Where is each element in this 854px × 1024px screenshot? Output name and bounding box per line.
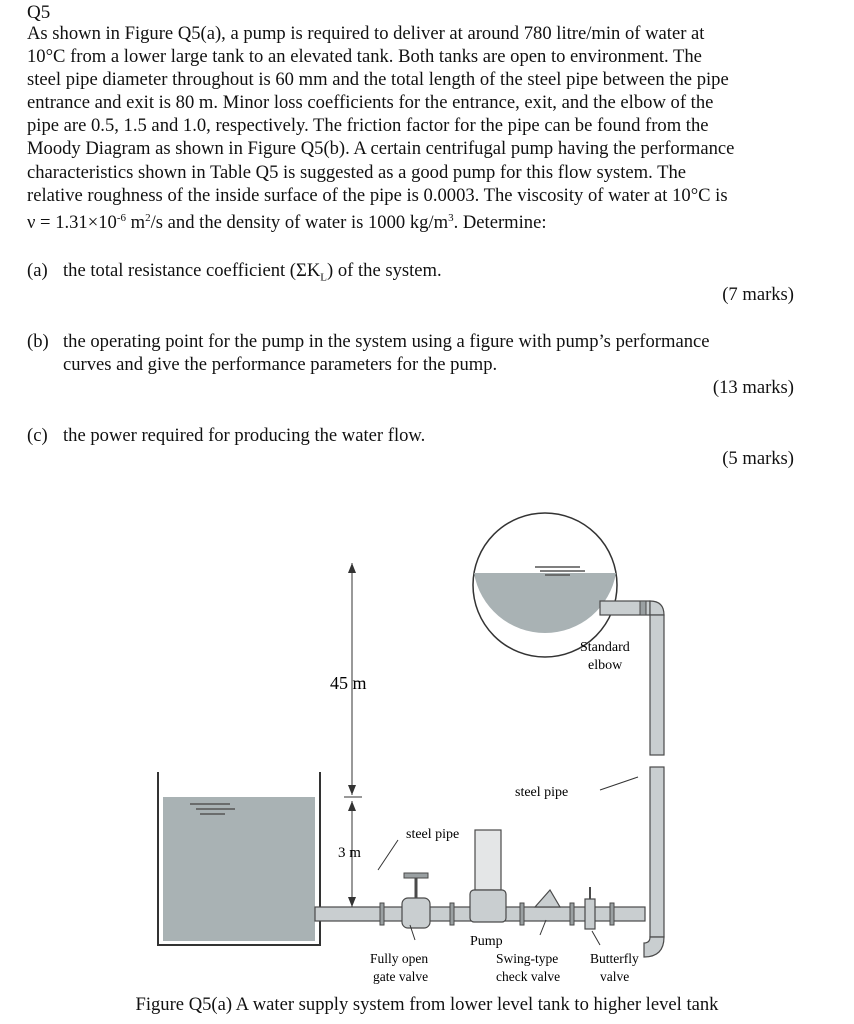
question-line-last (27, 207, 795, 234)
label-check-valve-1: Swing-type (496, 951, 559, 966)
figure-caption: Figure Q5(a) A water supply system from lower level tank to higher level tank (135, 994, 719, 1015)
part-c-marks: (5 marks) (722, 448, 794, 469)
part-label: (a) (27, 260, 48, 281)
part-label: (b) (27, 331, 49, 352)
figure-q5a (130, 505, 830, 995)
label-steel-pipe-right: steel pipe (515, 785, 569, 800)
question-number: Q5 (27, 2, 51, 23)
part-b-marks: (13 marks) (712, 377, 794, 398)
label-butterfly-2: valve (600, 969, 630, 984)
question-line: 10°C from a lower large tank to an elevated tank. Both tanks are open to environment. The (27, 46, 702, 68)
determine-text: . Determine: (453, 211, 547, 233)
vertical-pipe-lower (650, 767, 664, 937)
pump-motor (475, 830, 501, 890)
butterfly-valve (585, 899, 595, 929)
system-diagram (130, 505, 830, 995)
part-a-sub: L (320, 271, 327, 284)
label-standard-elbow-2: elbow (588, 658, 623, 673)
viscosity-prefix: ν = 1.31×10 (27, 211, 117, 233)
bottom-elbow (644, 937, 664, 957)
question-line: characteristics shown in Table Q5 is suggested as a good pump for this flow system. The (27, 161, 687, 183)
question-line: entrance and exit is 80 m. Minor loss coefficients for the entrance, exit, and the elbow of the (27, 92, 714, 114)
pump-body (470, 890, 506, 922)
question-paragraph (27, 22, 795, 234)
label-3m: 3 m (338, 845, 361, 861)
question-line: Moody Diagram as shown in Figure Q5(b). A certain centrifugal pump having the performance (27, 138, 735, 160)
viscosity-unit: m (125, 211, 146, 233)
label-check-valve-2: check valve (496, 969, 561, 984)
part-b-line1: the operating point for the pump in the system using a figure with pump’s performance (63, 331, 710, 352)
lower-tank-water (163, 797, 315, 941)
label-standard-elbow-1: Standard (580, 640, 630, 655)
part-a-text-end: ) of the system. (327, 260, 442, 281)
label-gate-valve-1: Fully open (370, 951, 429, 966)
part-a-marks: (7 marks) (722, 284, 794, 305)
gate-valve (402, 898, 430, 928)
part-a (27, 259, 783, 290)
label-butterfly-1: Butterfly (590, 951, 639, 966)
unit-sup3: 3 (448, 211, 454, 224)
label-pump: Pump (470, 934, 503, 949)
question-line: steel pipe diameter throughout is 60 mm and the total length of the steel pipe between the pipe (27, 69, 729, 91)
label-gate-valve-2: gate valve (373, 969, 429, 984)
question-line: pipe are 0.5, 1.5 and 1.0, respectively. The friction factor for the pipe can be found from the (27, 115, 709, 137)
part-a-text: the total resistance coefficient (ΣK (63, 260, 321, 281)
question-line: relative roughness of the inside surface of the pipe is 0.0003. The viscosity of water at 10°C is (27, 184, 728, 206)
part-c (27, 424, 783, 447)
part-c-text: the power required for producing the water flow. (63, 425, 426, 446)
part-b-line2: curves and give the performance parameters for the pump. (63, 354, 498, 375)
vertical-pipe-upper (650, 615, 664, 755)
unit-sup2: 2 (145, 211, 151, 224)
label-45m: 45 m (330, 673, 367, 693)
label-steel-pipe-left: steel pipe (406, 827, 460, 842)
question-line: As shown in Figure Q5(a), a pump is required to deliver at around 780 litre/min of water at (27, 23, 705, 44)
viscosity-exponent: -6 (116, 211, 126, 224)
standard-elbow (650, 601, 664, 615)
part-label: (c) (27, 425, 48, 446)
check-valve (535, 890, 560, 907)
density-text: /s and the density of water is 1000 kg/m (150, 211, 449, 233)
part-b (27, 330, 783, 376)
